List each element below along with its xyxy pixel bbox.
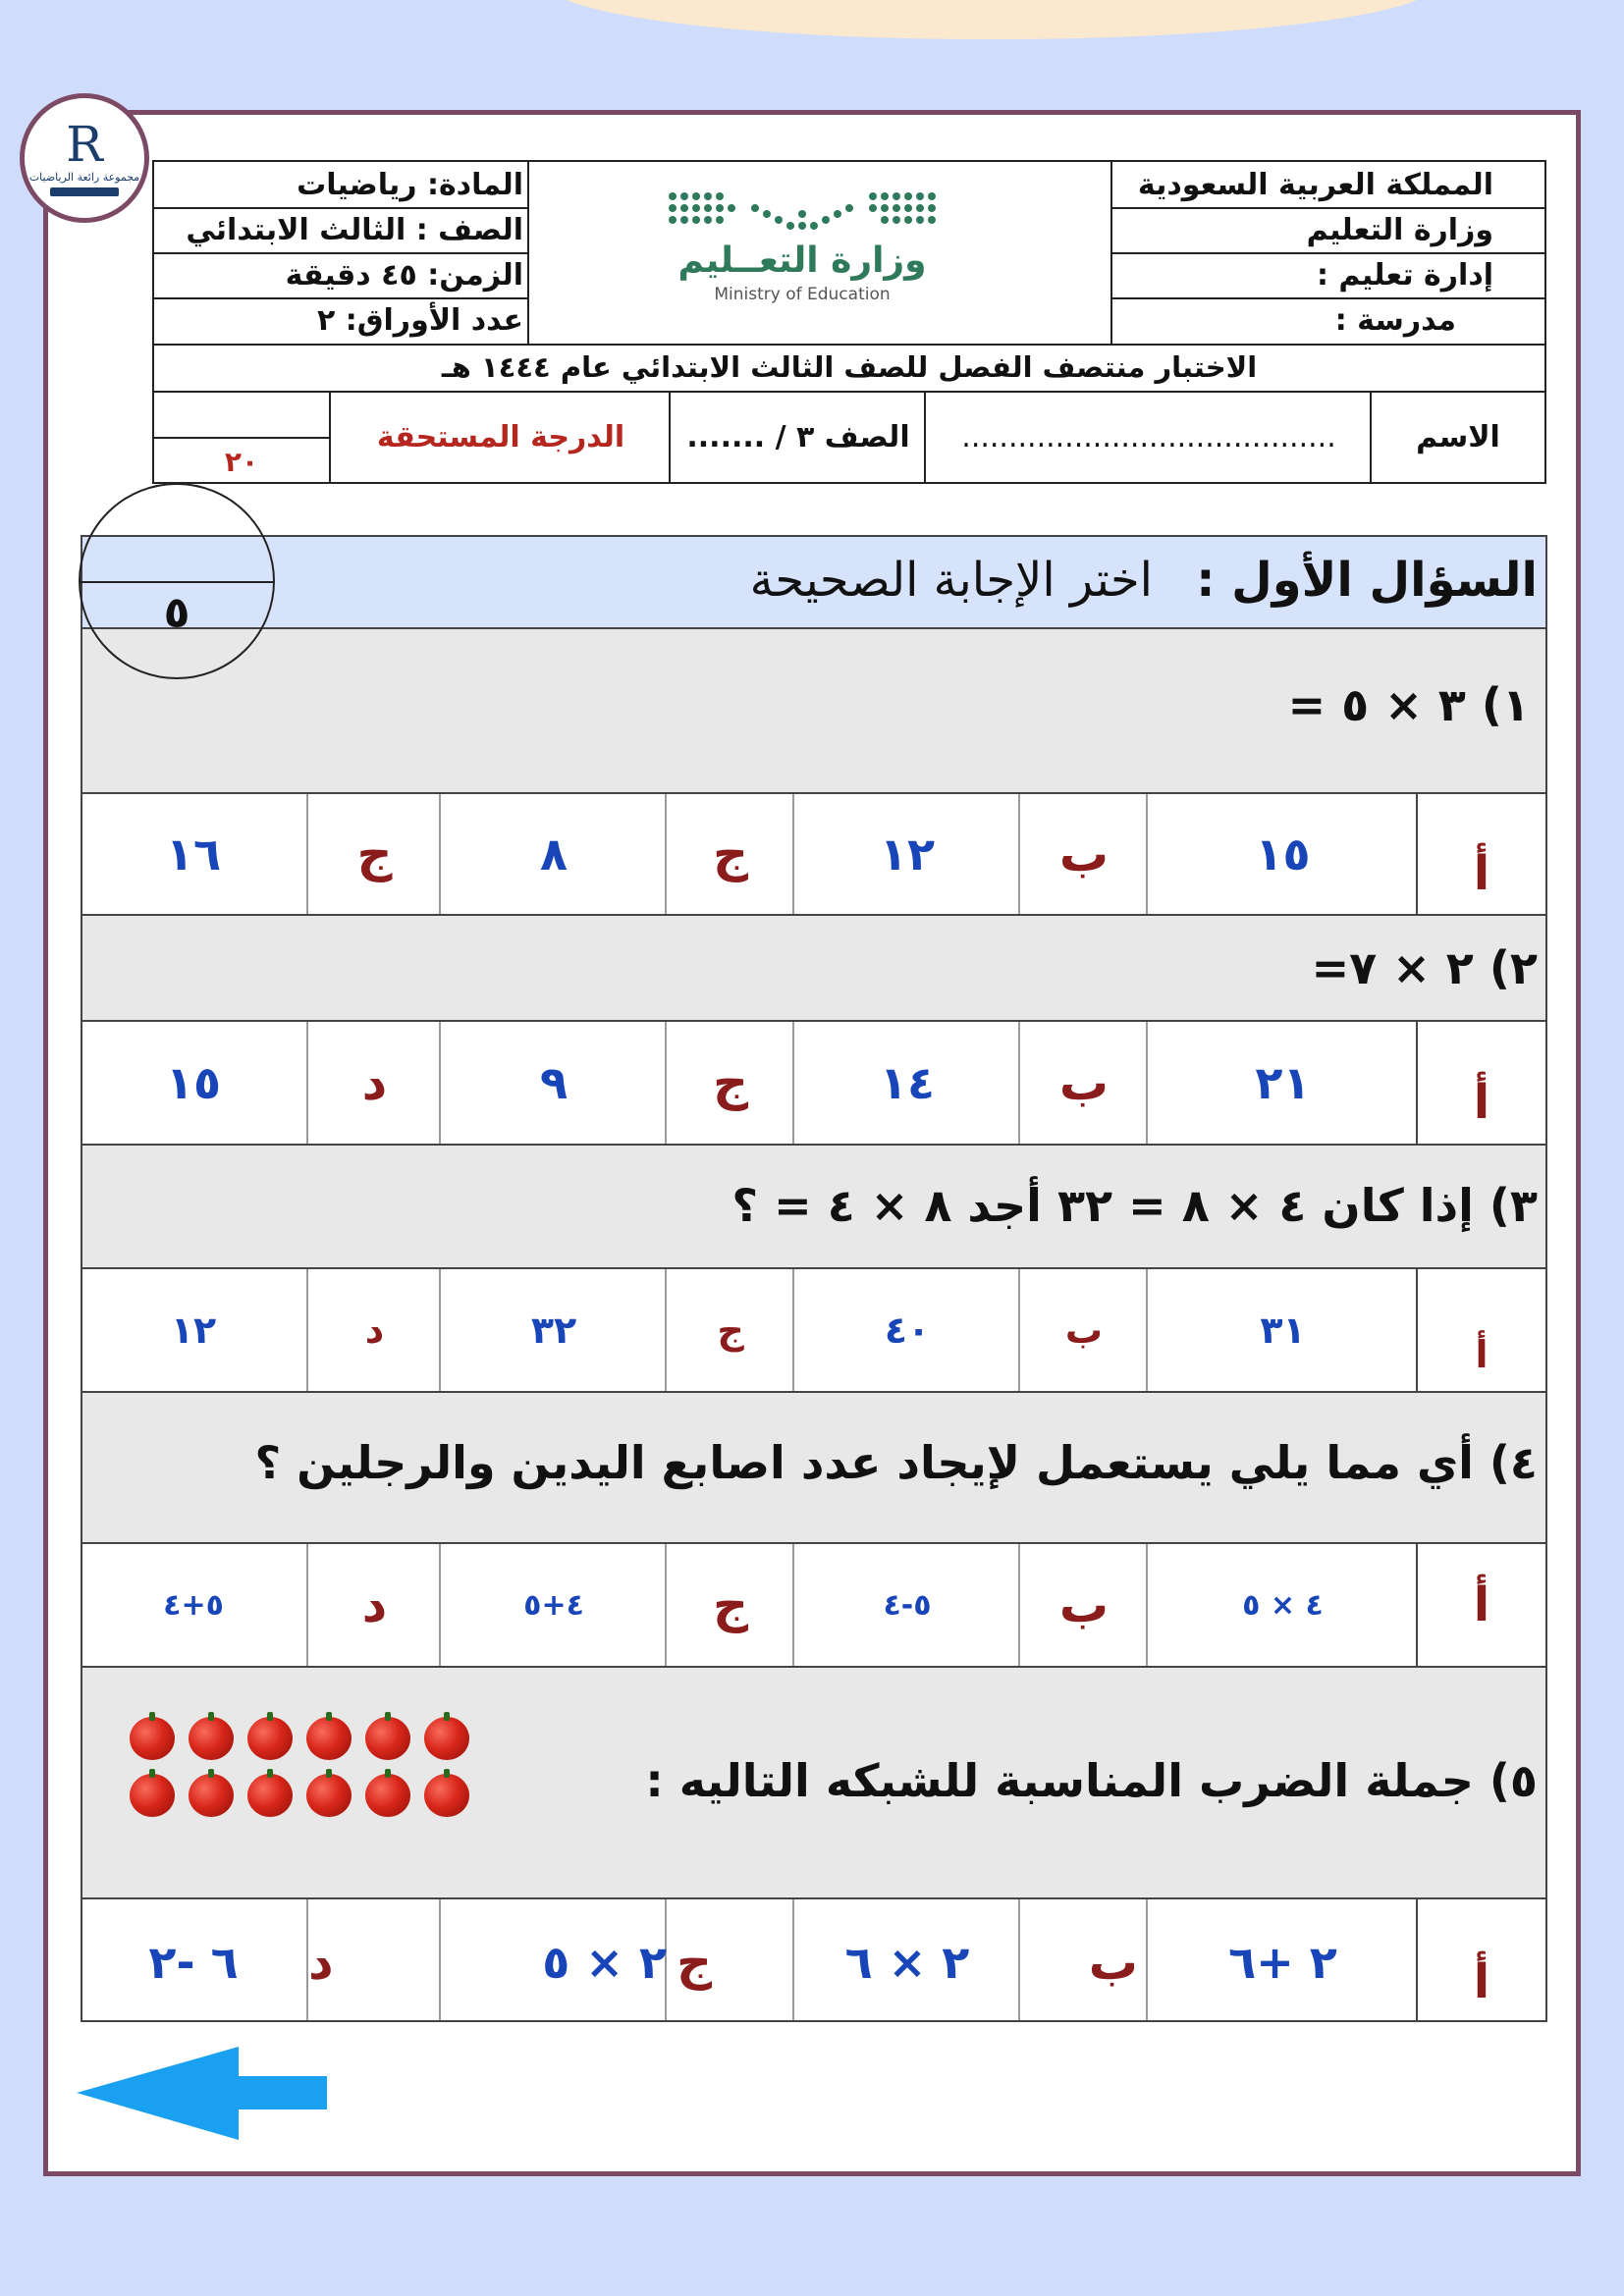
section-header (82, 537, 1545, 629)
option-2-b-letter[interactable]: ب (1058, 1054, 1110, 1111)
option-4-a-letter[interactable]: أ (1473, 1577, 1490, 1632)
option-2-c-letter[interactable]: ج (712, 1054, 749, 1111)
option-2-d-value[interactable]: ١٥ (165, 1056, 222, 1109)
answer-row-1 (82, 794, 1545, 916)
apple-grid (130, 1709, 483, 1819)
option-3-a-letter[interactable]: أ (1475, 1333, 1489, 1376)
apple-icon (189, 1717, 234, 1760)
option-2-a-value[interactable]: ٢١ (1255, 1056, 1311, 1109)
logo-letter: R (66, 116, 103, 173)
question-5-text: ٥) جملة الضرب المناسبة للشبكه التاليه : (645, 1754, 1538, 1807)
option-1-d-value[interactable]: ١٦ (165, 828, 222, 881)
kingdom-label: المملكة العربية السعودية (1137, 167, 1493, 202)
exam-title: الاختبار منتصف الفصل للصف الثالث الابتدائي عام ١٤٤٤ هـ (441, 350, 1258, 384)
option-5-c-letter[interactable]: ج (677, 1933, 713, 1991)
decorative-arc (550, 0, 1434, 39)
option-3-c-value[interactable]: ٣٢ (530, 1308, 577, 1352)
apple-icon (365, 1774, 410, 1817)
option-3-b-letter[interactable]: ب (1064, 1308, 1104, 1352)
group-logo (20, 93, 149, 223)
option-4-c-value[interactable]: ٤+٥ (523, 1587, 584, 1623)
option-1-c-value[interactable]: ٨ (539, 828, 568, 881)
option-5-b-letter[interactable]: ب (1088, 1933, 1138, 1991)
option-3-c-letter[interactable]: ج (717, 1308, 744, 1352)
apple-icon (189, 1774, 234, 1817)
answer-row-4 (82, 1544, 1545, 1668)
ministry-label: وزارة التعليم (1306, 212, 1493, 247)
option-1-b-letter[interactable]: ب (1058, 826, 1110, 882)
section-instruction: اختر الإجابة الصحيحة (749, 553, 1153, 608)
option-4-b-value[interactable]: ٥-٤ (883, 1587, 932, 1623)
logo-strip (50, 187, 119, 196)
header-table (152, 160, 1546, 484)
option-1-c-letter[interactable]: ج (712, 826, 749, 882)
option-2-a-letter[interactable]: أ (1473, 1075, 1490, 1130)
class-field[interactable]: الصف ٣ / ....... (686, 420, 910, 454)
total-grade: ٢٠ (224, 445, 259, 478)
section-score-circle (79, 483, 275, 679)
duration-label: الزمن: ٤٥ دقيقة (285, 257, 523, 293)
option-4-d-letter[interactable]: د (361, 1576, 388, 1633)
apple-icon (306, 1774, 352, 1817)
option-4-b-letter[interactable]: ب (1058, 1576, 1110, 1633)
option-3-d-value[interactable]: ١٢ (170, 1308, 217, 1352)
option-3-d-letter[interactable]: د (364, 1308, 385, 1352)
section-score: ٥ (163, 588, 190, 638)
option-5-b-value[interactable]: ٢ × ٦ (844, 1935, 970, 1989)
section-title: السؤال الأول : (1196, 553, 1538, 608)
option-1-a-letter[interactable]: أ (1473, 846, 1490, 901)
option-4-d-value[interactable]: ٥+٤ (163, 1587, 224, 1623)
apple-icon (365, 1717, 410, 1760)
next-page-arrow-icon[interactable] (77, 2047, 327, 2140)
apple-icon (424, 1774, 469, 1817)
option-3-a-value[interactable]: ٣١ (1260, 1308, 1306, 1352)
question-1 (82, 629, 1545, 794)
school-label: مدرسة : (1334, 303, 1456, 338)
option-2-d-letter[interactable]: د (361, 1054, 388, 1111)
option-2-b-value[interactable]: ١٤ (879, 1056, 936, 1109)
apple-icon (247, 1717, 293, 1760)
name-label: الاسم (1416, 420, 1500, 454)
answer-row-2 (82, 1022, 1545, 1146)
question-3-text: ٣) إذا كان ٤ × ٨ = ٣٢ أجد ٨ × ٤ = ؟ (731, 1179, 1538, 1232)
option-5-a-letter[interactable]: أ (1473, 1953, 1490, 2009)
grade-level-label: الصف : الثالث الابتدائي (186, 212, 523, 247)
option-4-a-value[interactable]: ٤ × ٥ (1242, 1587, 1324, 1623)
education-admin-label: إدارة تعليم : (1316, 257, 1493, 293)
subject-label: المادة: رياضيات (297, 167, 523, 202)
option-5-d-letter[interactable]: د (308, 1933, 334, 1991)
option-2-c-value[interactable]: ٩ (539, 1056, 568, 1109)
option-1-b-value[interactable]: ١٢ (879, 828, 936, 881)
option-5-d-value[interactable]: ٦ -٢ (148, 1935, 239, 1989)
question-4-text: ٤) أي مما يلي يستعمل لإيجاد عدد اصابع اليدين والرجلين ؟ (254, 1436, 1538, 1489)
question-2 (82, 916, 1545, 1022)
question-2-text: ٢) ٢ × ٧= (1311, 941, 1538, 994)
ministry-name-en: Ministry of Education (714, 285, 891, 304)
apple-icon (130, 1717, 175, 1760)
option-5-a-value[interactable]: ٢ +٦ (1228, 1935, 1337, 1989)
pages-count-label: عدد الأوراق: ٢ (316, 303, 523, 338)
name-field[interactable]: ........................................ (961, 420, 1336, 454)
apple-icon (247, 1774, 293, 1817)
logo-caption: مجموعة رائعة الرياضيات (28, 171, 140, 184)
apple-icon (424, 1717, 469, 1760)
question-4 (82, 1393, 1545, 1544)
grade-label: الدرجة المستحقة (376, 420, 625, 454)
ministry-logo (655, 187, 949, 304)
option-4-c-letter[interactable]: ج (712, 1576, 749, 1633)
answer-row-3 (82, 1269, 1545, 1393)
option-3-b-value[interactable]: ٤٠ (884, 1308, 931, 1352)
ministry-name-ar: وزارة التعــليم (677, 240, 927, 281)
option-1-a-value[interactable]: ١٥ (1255, 828, 1311, 881)
question-1-text: ١) ٣ × ٥ = (1287, 678, 1530, 731)
apple-icon (306, 1717, 352, 1760)
ministry-dots-icon (655, 187, 949, 245)
answer-row-5 (82, 1899, 1545, 2022)
apple-icon (130, 1774, 175, 1817)
option-5-c-value[interactable]: ٢ × ٥ (542, 1935, 667, 1989)
option-1-d-letter[interactable]: ج (356, 826, 393, 882)
question-3 (82, 1146, 1545, 1269)
